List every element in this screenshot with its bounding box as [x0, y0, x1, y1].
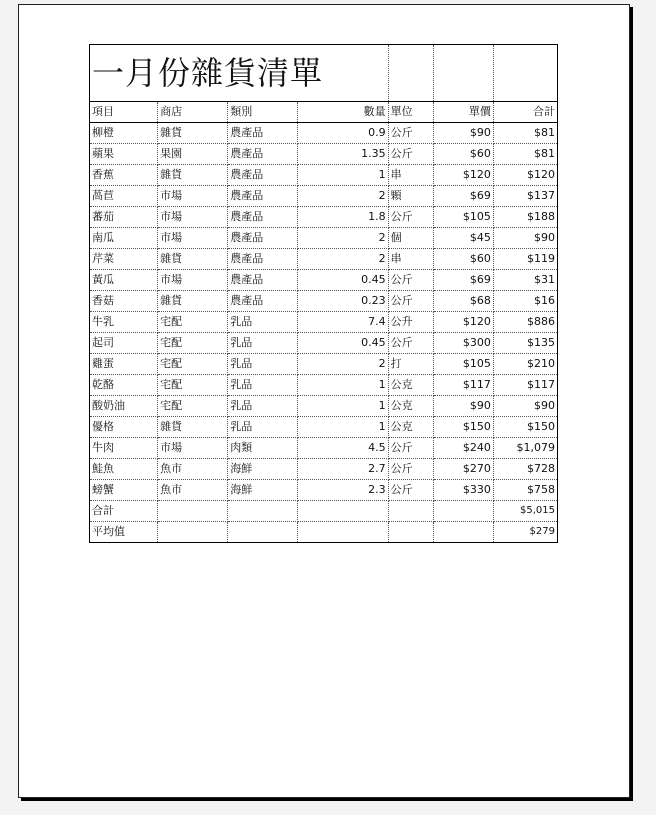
sheet-title: 一月份雜貨清單 [90, 45, 389, 102]
cell-unit-price: $117 [433, 375, 493, 396]
cell-category: 農產品 [228, 270, 298, 291]
cell-total: $90 [493, 396, 557, 417]
table-row [90, 354, 558, 375]
cell-unit: 公斤 [388, 333, 433, 354]
cell-category: 農產品 [228, 144, 298, 165]
cell-unit-price: $330 [433, 480, 493, 501]
cell-unit: 公克 [388, 375, 433, 396]
cell-category: 乳品 [228, 333, 298, 354]
cell-store: 魚市 [158, 480, 228, 501]
cell-quantity: 0.23 [298, 291, 388, 312]
cell-total: $135 [493, 333, 557, 354]
cell-unit-price: $60 [433, 144, 493, 165]
cell-category: 海鮮 [228, 480, 298, 501]
cell-unit: 公斤 [388, 291, 433, 312]
header-unit: 單位 [388, 102, 433, 123]
cell-item: 蕃茄 [90, 207, 158, 228]
cell-store: 宅配 [158, 396, 228, 417]
cell-item: 起司 [90, 333, 158, 354]
total-label: 合計 [90, 501, 158, 522]
table-row [90, 480, 558, 501]
cell-unit-price: $105 [433, 207, 493, 228]
cell-category: 農產品 [228, 228, 298, 249]
cell-category: 乳品 [228, 354, 298, 375]
cell-total: $81 [493, 123, 557, 144]
cell-item: 乾酪 [90, 375, 158, 396]
cell-category: 海鮮 [228, 459, 298, 480]
table-row [90, 459, 558, 480]
table-row [90, 228, 558, 249]
table-row [90, 186, 558, 207]
table-row [90, 312, 558, 333]
cell-unit-price: $120 [433, 312, 493, 333]
average-row [90, 522, 558, 543]
cell-store: 果園 [158, 144, 228, 165]
cell-quantity: 0.9 [298, 123, 388, 144]
cell-unit-price: $120 [433, 165, 493, 186]
table-row [90, 144, 558, 165]
cell-total: $728 [493, 459, 557, 480]
cell-store: 市場 [158, 207, 228, 228]
cell-quantity: 2.7 [298, 459, 388, 480]
cell-unit-price: $69 [433, 186, 493, 207]
header-quantity: 數量 [298, 102, 388, 123]
cell-store: 魚市 [158, 459, 228, 480]
cell-store: 雜貨 [158, 291, 228, 312]
cell-unit: 公斤 [388, 144, 433, 165]
cell-unit-price: $45 [433, 228, 493, 249]
header-row [90, 102, 558, 123]
cell-quantity: 7.4 [298, 312, 388, 333]
cell-unit-price: $240 [433, 438, 493, 459]
cell-store: 雜貨 [158, 417, 228, 438]
cell-category: 農產品 [228, 291, 298, 312]
cell-category: 乳品 [228, 396, 298, 417]
cell-quantity: 1.8 [298, 207, 388, 228]
cell-category: 農產品 [228, 186, 298, 207]
cell-total: $150 [493, 417, 557, 438]
cell-total: $31 [493, 270, 557, 291]
cell-quantity: 4.5 [298, 438, 388, 459]
cell-category: 農產品 [228, 165, 298, 186]
cell-category: 乳品 [228, 417, 298, 438]
cell-unit: 公斤 [388, 123, 433, 144]
cell-total: $188 [493, 207, 557, 228]
cell-unit: 公斤 [388, 207, 433, 228]
cell-category: 乳品 [228, 312, 298, 333]
cell-item: 蘋果 [90, 144, 158, 165]
cell-quantity: 0.45 [298, 333, 388, 354]
cell-item: 柳橙 [90, 123, 158, 144]
grocery-table [89, 44, 558, 543]
table-row [90, 165, 558, 186]
cell-category: 農產品 [228, 207, 298, 228]
cell-total: $886 [493, 312, 557, 333]
cell-quantity: 1 [298, 396, 388, 417]
cell-store: 宅配 [158, 354, 228, 375]
cell-quantity: 2 [298, 249, 388, 270]
cell-store: 宅配 [158, 333, 228, 354]
cell-category: 乳品 [228, 375, 298, 396]
cell-quantity: 1.35 [298, 144, 388, 165]
table-row [90, 270, 558, 291]
cell-item: 酸奶油 [90, 396, 158, 417]
cell-item: 雞蛋 [90, 354, 158, 375]
cell-unit-price: $69 [433, 270, 493, 291]
cell-unit-price: $300 [433, 333, 493, 354]
cell-total: $119 [493, 249, 557, 270]
cell-quantity: 2 [298, 228, 388, 249]
cell-quantity: 0.45 [298, 270, 388, 291]
cell-total: $210 [493, 354, 557, 375]
cell-total: $120 [493, 165, 557, 186]
cell-unit: 公斤 [388, 438, 433, 459]
cell-store: 市場 [158, 438, 228, 459]
cell-store: 雜貨 [158, 165, 228, 186]
cell-quantity: 1 [298, 165, 388, 186]
cell-unit: 串 [388, 165, 433, 186]
cell-unit-price: $105 [433, 354, 493, 375]
cell-total: $758 [493, 480, 557, 501]
cell-item: 芹菜 [90, 249, 158, 270]
cell-store: 市場 [158, 186, 228, 207]
header-unit-price: 單價 [433, 102, 493, 123]
total-value: $5,015 [493, 501, 557, 522]
cell-item: 香菇 [90, 291, 158, 312]
cell-unit: 公斤 [388, 459, 433, 480]
cell-item: 優格 [90, 417, 158, 438]
print-preview-page [18, 4, 630, 798]
cell-store: 宅配 [158, 375, 228, 396]
cell-quantity: 1 [298, 417, 388, 438]
title-row [90, 45, 558, 102]
cell-item: 鮭魚 [90, 459, 158, 480]
cell-category: 農產品 [228, 249, 298, 270]
cell-unit: 公斤 [388, 480, 433, 501]
cell-item: 萵苣 [90, 186, 158, 207]
cell-total: $117 [493, 375, 557, 396]
cell-item: 南瓜 [90, 228, 158, 249]
cell-unit: 公斤 [388, 270, 433, 291]
cell-item: 牛乳 [90, 312, 158, 333]
average-label: 平均值 [90, 522, 158, 543]
cell-unit-price: $270 [433, 459, 493, 480]
cell-store: 市場 [158, 270, 228, 291]
cell-item: 螃蟹 [90, 480, 158, 501]
cell-store: 雜貨 [158, 249, 228, 270]
table-row [90, 249, 558, 270]
cell-quantity: 1 [298, 375, 388, 396]
cell-total: $137 [493, 186, 557, 207]
cell-quantity: 2.3 [298, 480, 388, 501]
cell-item: 香蕉 [90, 165, 158, 186]
cell-total: $16 [493, 291, 557, 312]
cell-item: 牛肉 [90, 438, 158, 459]
table-row [90, 123, 558, 144]
cell-unit: 公克 [388, 417, 433, 438]
table-row [90, 207, 558, 228]
cell-store: 雜貨 [158, 123, 228, 144]
header-total: 合計 [493, 102, 557, 123]
cell-unit: 串 [388, 249, 433, 270]
table-row [90, 333, 558, 354]
total-row [90, 501, 558, 522]
average-value: $279 [493, 522, 557, 543]
cell-unit: 公升 [388, 312, 433, 333]
table-row [90, 375, 558, 396]
cell-store: 宅配 [158, 312, 228, 333]
cell-unit-price: $90 [433, 123, 493, 144]
cell-store: 市場 [158, 228, 228, 249]
header-store: 商店 [158, 102, 228, 123]
cell-unit-price: $68 [433, 291, 493, 312]
cell-quantity: 2 [298, 186, 388, 207]
cell-unit: 打 [388, 354, 433, 375]
cell-unit: 公克 [388, 396, 433, 417]
header-category: 類別 [228, 102, 298, 123]
cell-unit: 顆 [388, 186, 433, 207]
table-row [90, 396, 558, 417]
cell-unit-price: $90 [433, 396, 493, 417]
cell-unit-price: $150 [433, 417, 493, 438]
cell-unit: 個 [388, 228, 433, 249]
header-item: 項目 [90, 102, 158, 123]
cell-total: $90 [493, 228, 557, 249]
cell-total: $1,079 [493, 438, 557, 459]
table-row [90, 438, 558, 459]
cell-category: 肉類 [228, 438, 298, 459]
cell-category: 農產品 [228, 123, 298, 144]
cell-unit-price: $60 [433, 249, 493, 270]
cell-quantity: 2 [298, 354, 388, 375]
table-row [90, 417, 558, 438]
cell-item: 黃瓜 [90, 270, 158, 291]
table-row [90, 291, 558, 312]
cell-total: $81 [493, 144, 557, 165]
